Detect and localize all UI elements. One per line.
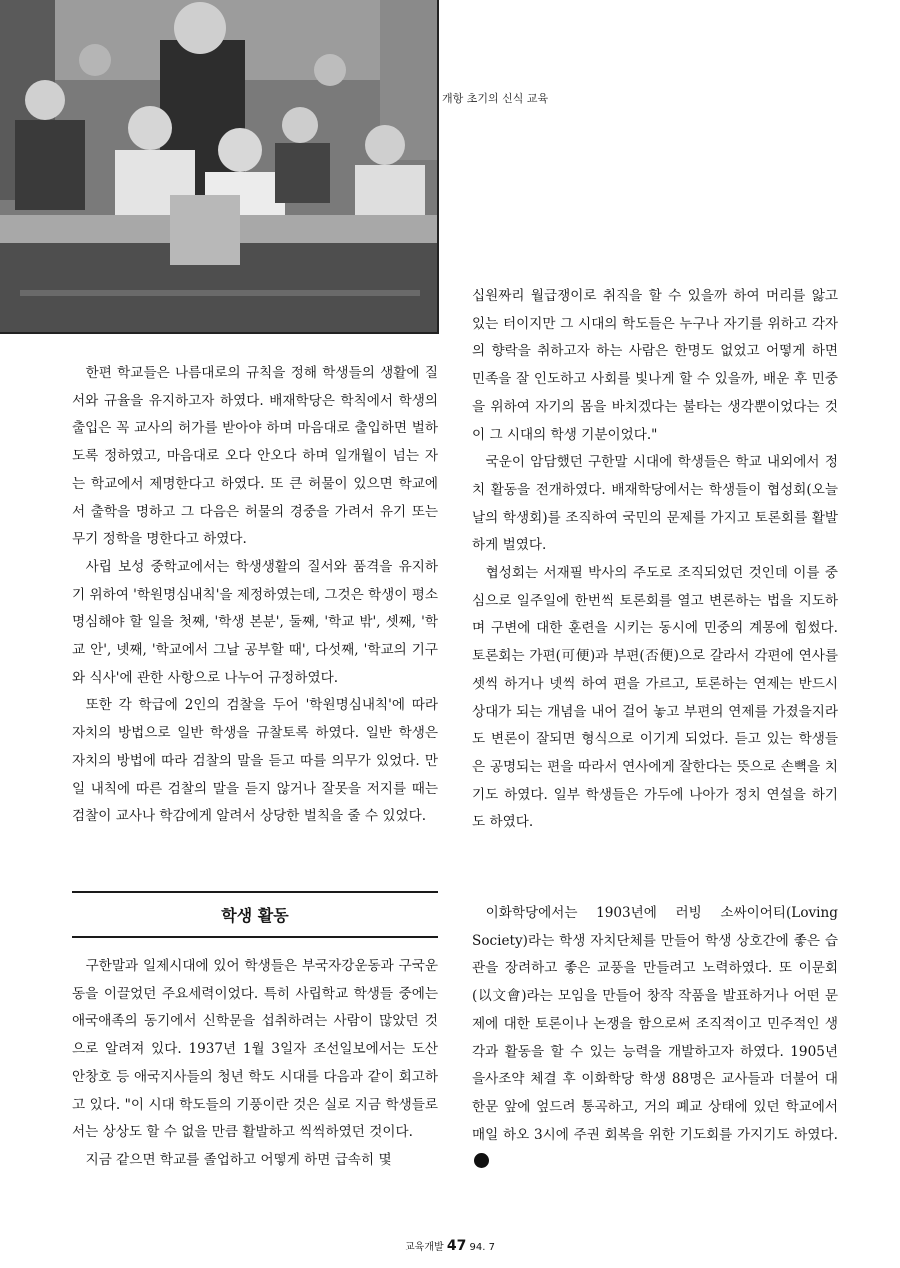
- section-rule-bottom: [72, 936, 438, 938]
- body-column-left-top: [72, 360, 438, 831]
- body-paragraph: 협성회는 서재필 박사의 주도로 조직되었던 것인데 이를 중심으로 일주일에 한번씩 토론회를 열고 변론하는 법을 지도하며 구변에 대한 훈련을 시키는 동시에 민중의 계몽에 힘썼다. 토론회는 가편(可便)과 부편(否便)으로 갈라서 각편에 연사를 셋씩 하거나 넷씩 하여 편을 가르고, 토론하는 연제는 반드시 상대가 되는 개념을 내어 걸어 놓고 부편의 연제를 가졌을지라도 변론이 잘되면 형식으로 이기게 되었다. 듣고 있는 학생들은 공명되는 편을 따라서 연사에게 잘한다는 뜻으로 손뼉을 치기도 하였다. 일부 학생들은 가두에 나아가 정치 연설을 하기도 하였다.: [472, 565, 838, 831]
- photo-caption: 개항 초기의 신식 교육: [442, 92, 549, 105]
- body-paragraph-text: 이화학당에서는 1903년에 러빙 소싸이어티(Loving Society)라는 학생 자치단체를 만들어 학생 상호간에 좋은 습관을 장려하고 좋은 교풍을 만들려고 노력하였다. 또 이문회(以文會)라는 모임을 만들어 창작 작품을 발표하거나 어떤 문제에 대한 토론이나 논쟁을 함으로써 조직적이고 민주적인 생각과 활동을 할 수 있는 능력을 개발하고자 하였다. 1905년 을사조약 체결 후 이화학당 학생 88명은 교사들과 더불어 대한문 앞에 엎드려 통곡하고, 거의 폐교 상태에 있던 학교에서 매일 하오 3시에 주권 회복을 위한 기도회를 가지기도 하였다.: [472, 905, 838, 1143]
- body-paragraph: 지금 같으면 학교를 졸업하고 어떻게 하면 급속히 몇: [85, 1151, 392, 1168]
- historical-classroom-photo: [0, 0, 439, 334]
- body-paragraph: 국운이 암담했던 구한말 시대에 학생들은 학교 내외에서 정치 활동을 전개하였다. 배재학당에서는 학생들이 협성회(오늘날의 학생회)를 조직하여 국민의 문제를 가지고 토론회를 활발하게 벌였다.: [472, 454, 838, 554]
- body-paragraph: 십원짜리 월급쟁이로 취직을 할 수 있을까 하여 머리를 앓고 있는 터이지만 그 시대의 학도들은 누구나 자기를 위하고 각자의 향락을 취하고자 하는 사람은 한명도 없었고 어떻게 하면 민족을 잘 인도하고 사회를 빛나게 할 수 있을까, 배운 후 민중을 위하여 자기의 몸을 바치겠다는 불타는 생각뿐이었다는 것이 그 시대의 학생 기분이었다.": [472, 288, 838, 443]
- end-mark-icon: [474, 1153, 489, 1168]
- body-paragraph: 또한 각 학급에 2인의 검찰을 두어 '학원명심내칙'에 따라 자치의 방법으로 일반 학생을 규찰토록 하였다. 일반 학생은 자치의 방법에 따라 검찰의 말을 듣고 따를 의무가 있었다. 만일 내칙에 따른 검찰의 말을 듣지 않거나 잘못을 저지를 때는 검찰이 교사나 학감에게 알려서 상당한 벌칙을 줄 수 있었다.: [72, 697, 438, 825]
- body-paragraph: [472, 900, 838, 1177]
- page-number: 47: [446, 1238, 467, 1254]
- body-column-left-bottom: [72, 953, 438, 1175]
- magazine-name: 교육개발: [405, 1242, 444, 1253]
- body-paragraph: 한편 학교들은 나름대로의 규칙을 정해 학생들의 생활에 질서와 규율을 유지하고자 하였다. 배재학당은 학칙에서 학생의 출입은 꼭 교사의 허가를 받아야 하며 마음대로 출입하면 벌하도록 정하였고, 마음대로 오다 안오다 하며 일개월이 넘는 자는 학교에서 제명한다고 하였다. 또 큰 허물이 있으면 학교에서 출학을 명하고 그 다음은 허물의 경중을 가려서 유기 또는 무기 정학을 명한다고 하였다.: [72, 365, 438, 548]
- section-heading: 학생 활동: [221, 906, 289, 925]
- section-rule-top: [72, 891, 438, 893]
- body-paragraph: 사립 보성 중학교에서는 학생생활의 질서와 품격을 유지하기 위하여 '학원명심내칙'을 제정하였는데, 그것은 학생이 평소 명심해야 할 일을 첫째, '학생 본분', 둘째, '학교 밖', 셋째, '학교 안', 넷째, '학교에서 그날 공부할 때', 다섯째, '학교의 기구와 식사'에 관한 사항으로 나누어 규정하였다.: [72, 558, 439, 686]
- page-footer: [0, 1238, 900, 1254]
- body-column-right-top: [472, 283, 838, 837]
- body-column-right-bottom: [472, 900, 838, 1177]
- issue-date: 94. 7: [469, 1242, 495, 1253]
- body-paragraph: 구한말과 일제시대에 있어 학생들은 부국자강운동과 구국운동을 이끌었던 주요세력이었다. 특히 사립학교 학생들 중에는 애국애족의 동기에서 신학문을 섭취하려는 사람이 많았던 것으로 알려져 있다. 1937년 1월 3일자 조선일보에서는 도산 안창호 등 애국지사들의 청년 학도 시대를 다음과 같이 회고하고 있다. "이 시대 학도들의 기풍이란 것은 실로 지금 학생들로서는 상상도 할 수 없을 만큼 활발하고 씩씩하였던 것이다.: [72, 958, 438, 1141]
